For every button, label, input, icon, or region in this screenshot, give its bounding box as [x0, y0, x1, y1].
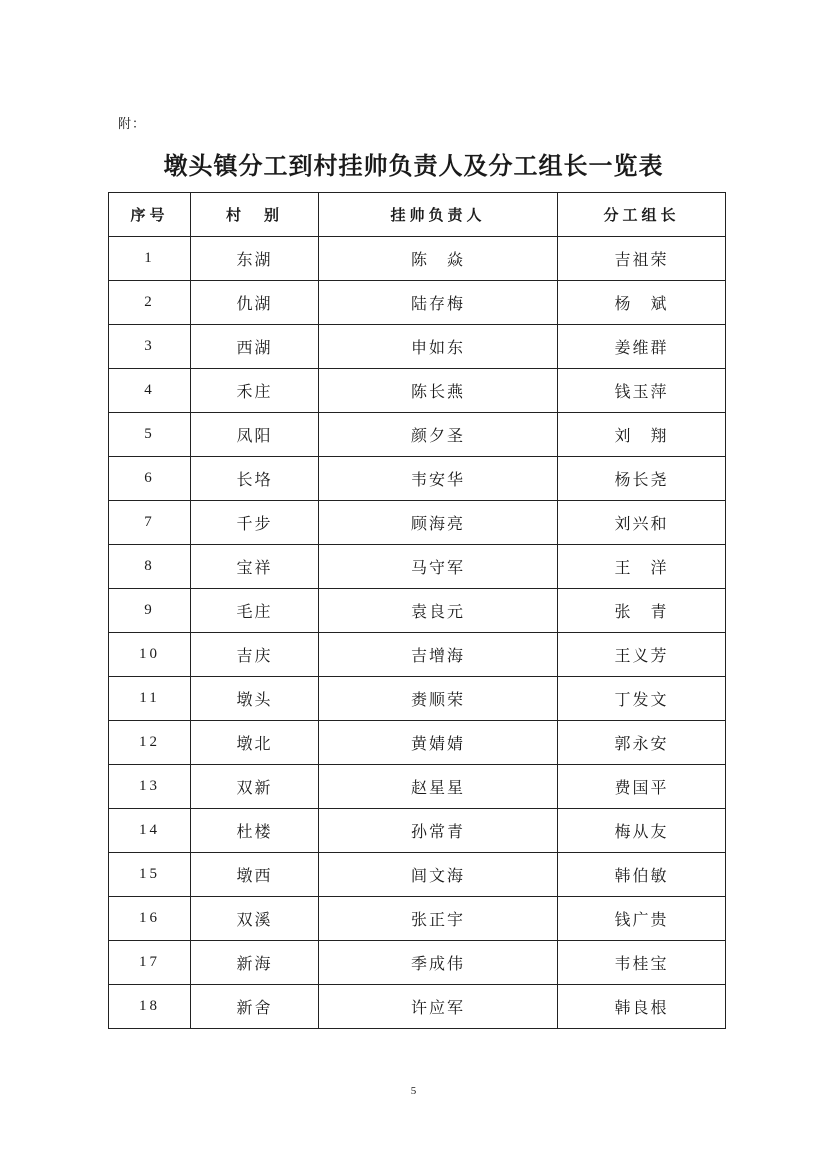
group-leader-cell: 王义芳 [558, 633, 726, 677]
header-group-leader: 分工组长 [558, 193, 726, 237]
village-cell: 西湖 [191, 325, 319, 369]
serial-number-cell: 11 [109, 677, 191, 721]
group-leader-cell: 费国平 [558, 765, 726, 809]
village-cell: 墩西 [191, 853, 319, 897]
table-row [109, 589, 726, 633]
table-row [109, 941, 726, 985]
table-row [109, 457, 726, 501]
table-row [109, 237, 726, 281]
group-leader-cell: 吉祖荣 [558, 237, 726, 281]
lead-officer-cell: 季成伟 [319, 941, 558, 985]
group-leader-cell: 杨长尧 [558, 457, 726, 501]
village-cell: 仇湖 [191, 281, 319, 325]
table-row [109, 325, 726, 369]
village-cell: 吉庆 [191, 633, 319, 677]
village-cell: 宝祥 [191, 545, 319, 589]
serial-number-cell: 10 [109, 633, 191, 677]
lead-officer-cell: 申如东 [319, 325, 558, 369]
lead-officer-cell: 孙常青 [319, 809, 558, 853]
lead-officer-cell: 赵星星 [319, 765, 558, 809]
lead-officer-cell: 顾海亮 [319, 501, 558, 545]
group-leader-cell: 韩伯敏 [558, 853, 726, 897]
lead-officer-cell: 袁良元 [319, 589, 558, 633]
table-body [109, 237, 726, 1029]
village-cell: 千步 [191, 501, 319, 545]
serial-number-cell: 13 [109, 765, 191, 809]
village-cell: 双新 [191, 765, 319, 809]
group-leader-cell: 韦桂宝 [558, 941, 726, 985]
village-cell: 新海 [191, 941, 319, 985]
serial-number-cell: 15 [109, 853, 191, 897]
lead-officer-cell: 许应军 [319, 985, 558, 1029]
village-cell: 新舍 [191, 985, 319, 1029]
table-row [109, 501, 726, 545]
group-leader-cell: 杨 斌 [558, 281, 726, 325]
table-row [109, 413, 726, 457]
village-cell: 墩头 [191, 677, 319, 721]
lead-officer-cell: 颜夕圣 [319, 413, 558, 457]
assignment-table [108, 192, 726, 1029]
lead-officer-cell: 张正宇 [319, 897, 558, 941]
village-cell: 杜楼 [191, 809, 319, 853]
table-row [109, 677, 726, 721]
table-row [109, 809, 726, 853]
group-leader-cell: 郭永安 [558, 721, 726, 765]
header-village: 村 别 [191, 193, 319, 237]
attachment-label: 附： [118, 117, 147, 132]
serial-number-cell: 6 [109, 457, 191, 501]
serial-number-cell: 3 [109, 325, 191, 369]
lead-officer-cell: 陆存梅 [319, 281, 558, 325]
group-leader-cell: 钱玉萍 [558, 369, 726, 413]
group-leader-cell: 钱广贵 [558, 897, 726, 941]
village-cell: 东湖 [191, 237, 319, 281]
group-leader-cell: 张 青 [558, 589, 726, 633]
group-leader-cell: 梅从友 [558, 809, 726, 853]
lead-officer-cell: 赉顺荣 [319, 677, 558, 721]
group-leader-cell: 王 洋 [558, 545, 726, 589]
village-cell: 双溪 [191, 897, 319, 941]
serial-number-cell: 17 [109, 941, 191, 985]
group-leader-cell: 刘 翔 [558, 413, 726, 457]
header-lead-officer: 挂帅负责人 [319, 193, 558, 237]
serial-number-cell: 12 [109, 721, 191, 765]
page-number: 5 [410, 1085, 417, 1097]
group-leader-cell: 韩良根 [558, 985, 726, 1029]
table-row [109, 897, 726, 941]
serial-number-cell: 16 [109, 897, 191, 941]
village-cell: 凤阳 [191, 413, 319, 457]
table-row [109, 853, 726, 897]
serial-number-cell: 9 [109, 589, 191, 633]
lead-officer-cell: 陈长燕 [319, 369, 558, 413]
serial-number-cell: 8 [109, 545, 191, 589]
village-cell: 长垎 [191, 457, 319, 501]
header-serial-number: 序号 [109, 193, 191, 237]
serial-number-cell: 7 [109, 501, 191, 545]
village-cell: 禾庄 [191, 369, 319, 413]
table-row [109, 633, 726, 677]
serial-number-cell: 5 [109, 413, 191, 457]
table-row [109, 545, 726, 589]
lead-officer-cell: 陈 焱 [319, 237, 558, 281]
serial-number-cell: 1 [109, 237, 191, 281]
lead-officer-cell: 闾文海 [319, 853, 558, 897]
table-row [109, 721, 726, 765]
lead-officer-cell: 黄婧婧 [319, 721, 558, 765]
group-leader-cell: 姜维群 [558, 325, 726, 369]
table-row [109, 281, 726, 325]
lead-officer-cell: 马守军 [319, 545, 558, 589]
lead-officer-cell: 韦安华 [319, 457, 558, 501]
group-leader-cell: 刘兴和 [558, 501, 726, 545]
table-row [109, 369, 726, 413]
serial-number-cell: 18 [109, 985, 191, 1029]
group-leader-cell: 丁发文 [558, 677, 726, 721]
serial-number-cell: 2 [109, 281, 191, 325]
lead-officer-cell: 吉增海 [319, 633, 558, 677]
document-title: 墩头镇分工到村挂帅负责人及分工组长一览表 [163, 151, 664, 180]
village-cell: 墩北 [191, 721, 319, 765]
table-header-row [109, 193, 726, 237]
table-row [109, 985, 726, 1029]
table-row [109, 765, 726, 809]
serial-number-cell: 4 [109, 369, 191, 413]
village-cell: 毛庄 [191, 589, 319, 633]
serial-number-cell: 14 [109, 809, 191, 853]
